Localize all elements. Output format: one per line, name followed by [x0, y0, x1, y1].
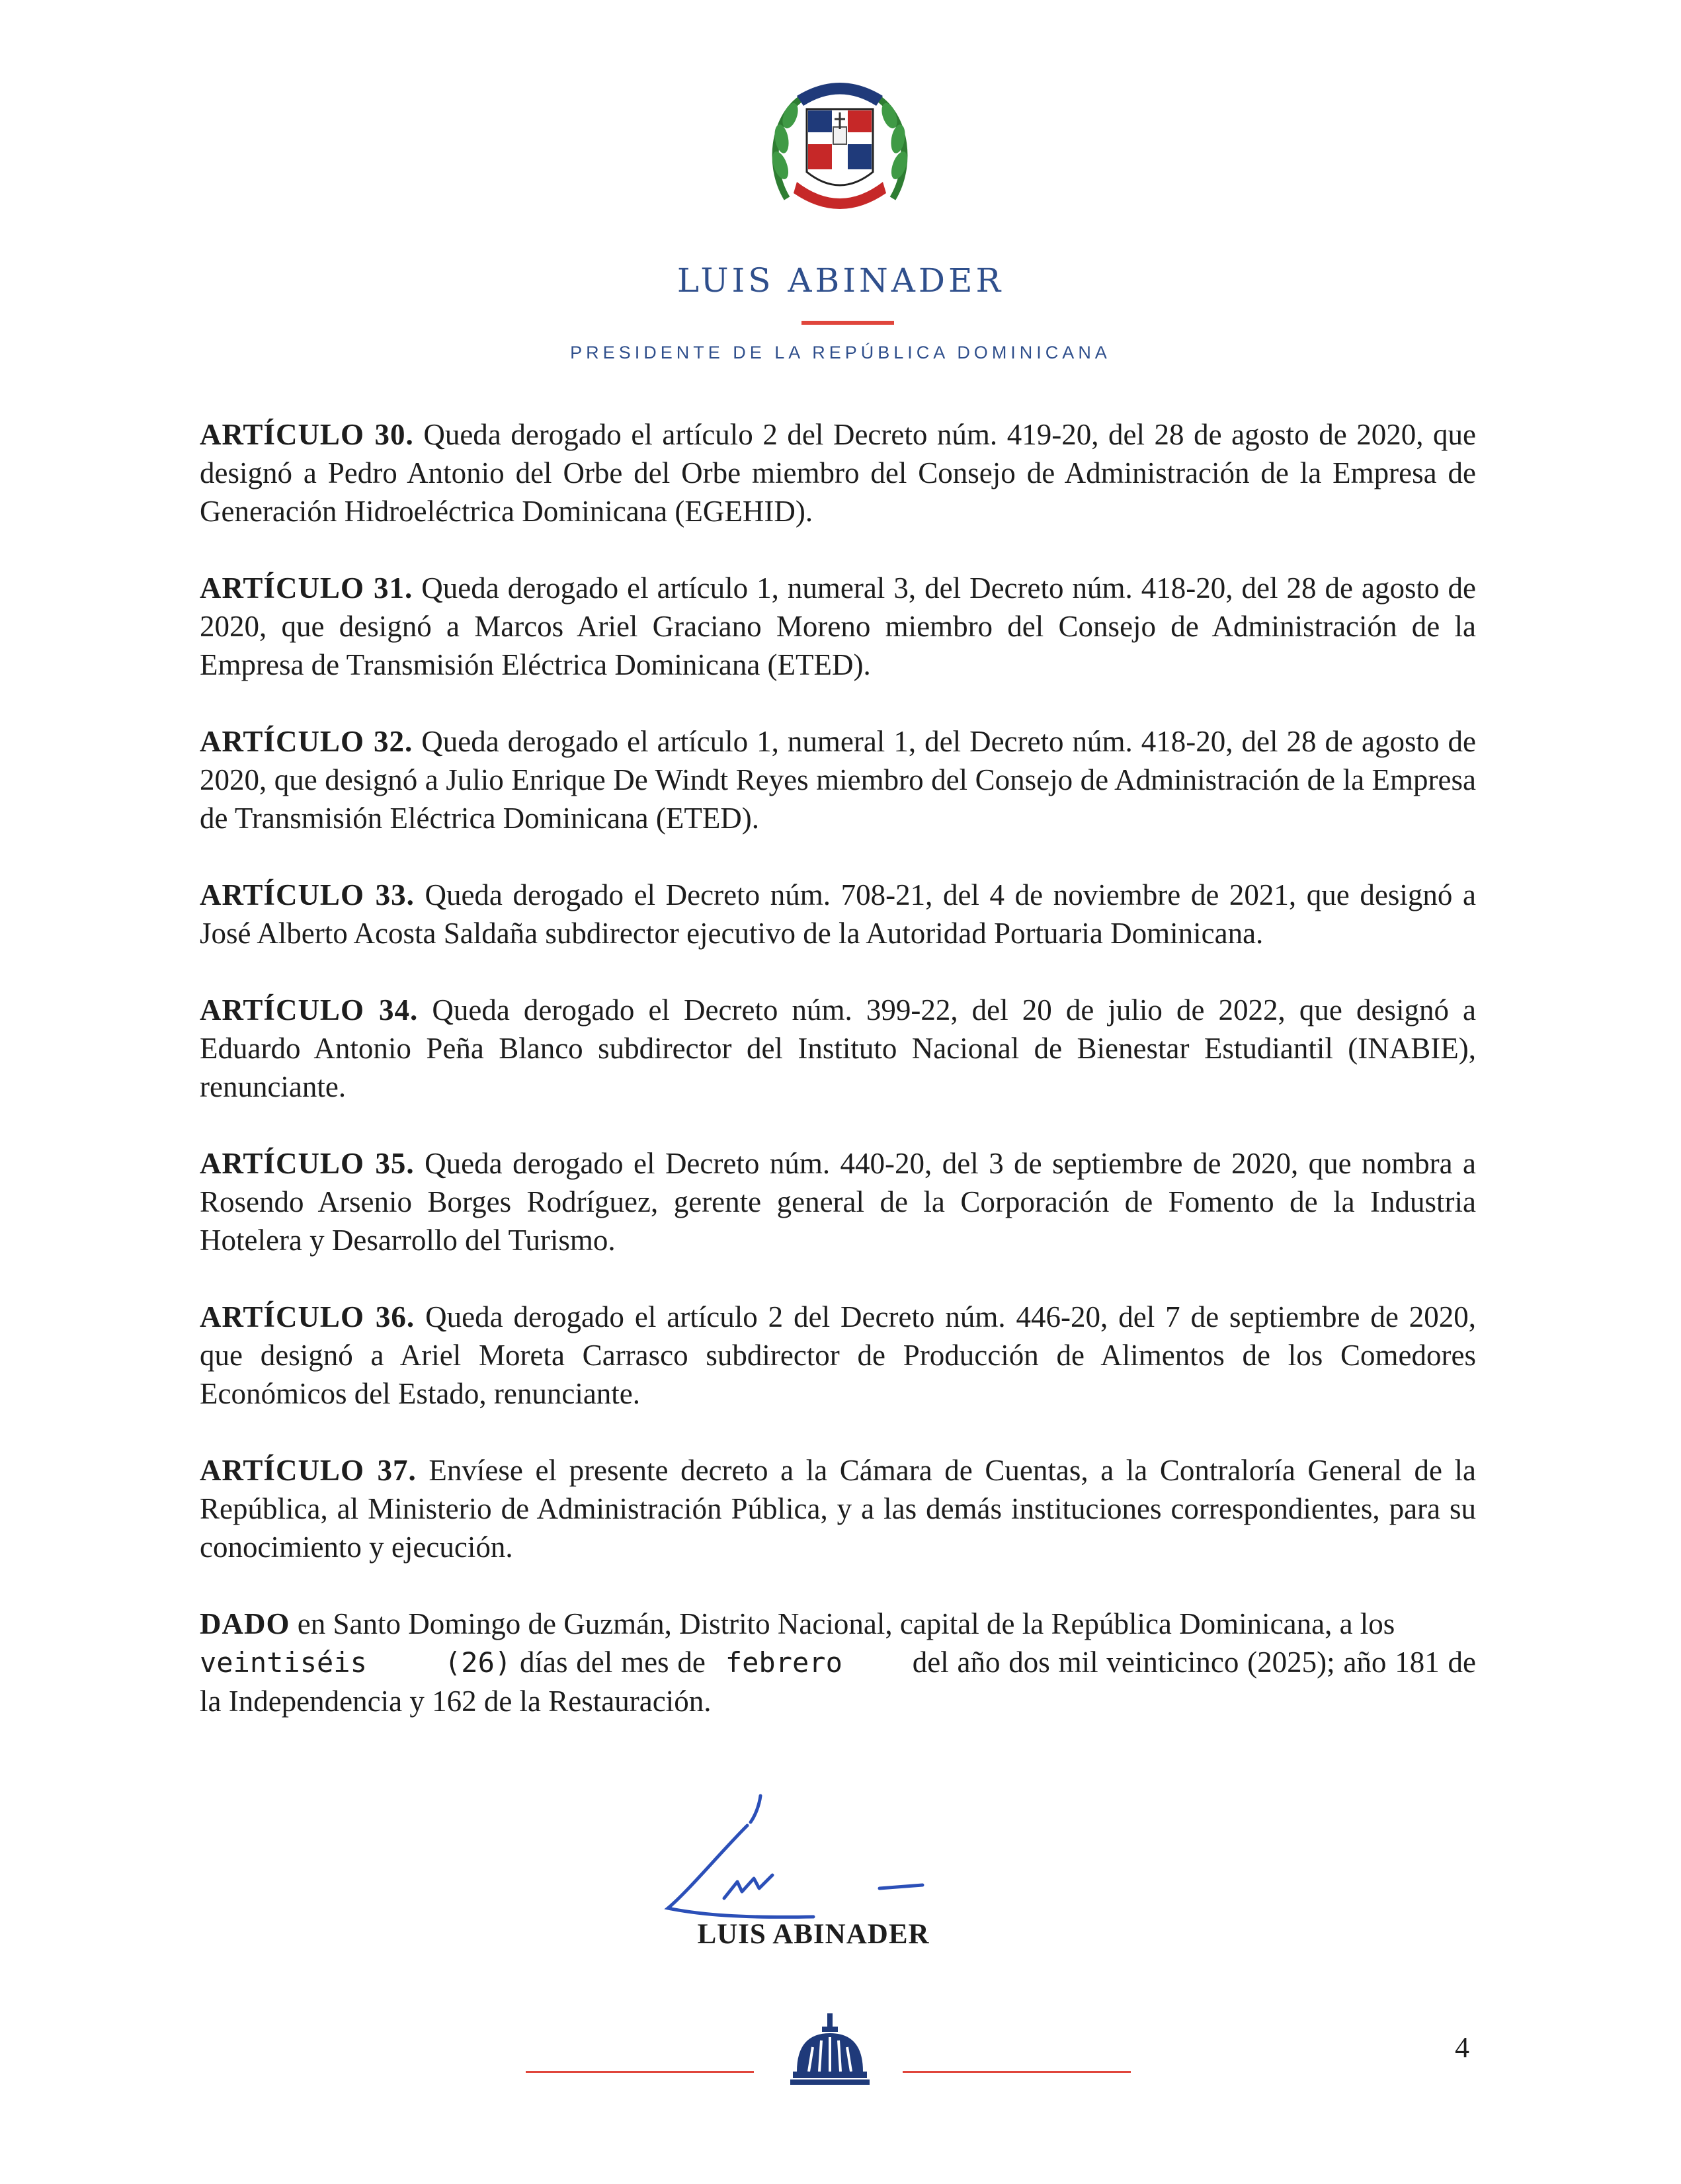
article-text: Queda derogado el artículo 1, numeral 1, del Decreto núm. 418-20, del 28 de agosto de 2020, que designó a Julio Enrique De Windt Reyes miembro del Consejo de Administración de la Empresa de Transmisión Eléctrica Dominicana (ETED).	[200, 725, 1477, 835]
header-divider	[801, 321, 894, 325]
article-text: Queda derogado el Decreto núm. 399-22, del 20 de julio de 2022, que designó a Eduardo Antonio Peña Blanco subdirector del Instituto Nacional de Bienestar Estudiantil (INABIE), renunciante.	[200, 993, 1477, 1103]
day-number-fill: (26)	[444, 1646, 512, 1679]
decree-body	[200, 415, 1476, 1759]
signer-name: LUIS ABINADER	[697, 1919, 930, 1950]
footer-line-right	[903, 2071, 1131, 2073]
article-label: ARTÍCULO 34.	[200, 993, 419, 1027]
palacio-dome-icon	[784, 2011, 876, 2090]
article-text: Queda derogado el artículo 1, numeral 3, del Decreto núm. 418-20, del 28 de agosto de 2020, que designó a Marcos Ariel Graciano Moreno miembro del Consejo de Administración de la Empresa de Transmisión Eléctrica Dominicana (ETED).	[200, 571, 1477, 681]
president-name-header: LUIS ABINADER	[676, 261, 1004, 300]
month-fill: febrero	[725, 1646, 842, 1679]
article-35	[200, 1144, 1476, 1259]
closing-paragraph	[200, 1605, 1476, 1720]
article-text: Queda derogado el Decreto núm. 440-20, del 3 de septiembre de 2020, que nombra a Rosendo Arsenio Borges Rodríguez, gerente general de la Corporación de Fomento de la Industria Hotelera y Desarrollo del Turismo.	[200, 1147, 1477, 1257]
article-label: ARTÍCULO 32.	[200, 725, 413, 758]
article-30	[200, 415, 1476, 530]
article-33	[200, 876, 1476, 952]
page-number: 4	[1455, 2031, 1469, 2064]
article-label: ARTÍCULO 35.	[200, 1147, 415, 1180]
closing-text-3: del año dos mil veinticinco (2025); año 181 de la Independencia y 162 de la Restauración.	[200, 1646, 1477, 1718]
article-37	[200, 1451, 1476, 1566]
day-word-fill: veintiséis	[200, 1646, 367, 1679]
article-text: Queda derogado el Decreto núm. 708-21, del 4 de noviembre de 2021, que designó a José Alberto Acosta Saldaña subdirector ejecutivo de la Autoridad Portuaria Dominicana.	[200, 878, 1476, 950]
article-34	[200, 991, 1476, 1106]
article-label: ARTÍCULO 36.	[200, 1300, 415, 1333]
article-31	[200, 569, 1476, 684]
article-label: ARTÍCULO 31.	[200, 571, 413, 605]
article-label: ARTÍCULO 30.	[200, 418, 414, 451]
footer-line-left	[526, 2071, 754, 2073]
president-title-header: PRESIDENTE DE LA REPÚBLICA DOMINICANA	[570, 343, 1111, 362]
article-label: ARTÍCULO 33.	[200, 878, 415, 911]
article-36	[200, 1298, 1476, 1413]
article-text: Queda derogado el artículo 2 del Decreto núm. 446-20, del 7 de septiembre de 2020, que designó a Ariel Moreta Carrasco subdirector de Producción de Alimentos de los Comedores Económicos del Estado, renunciante.	[200, 1300, 1477, 1410]
closing-text-1: en Santo Domingo de Guzmán, Distrito Nacional, capital de la República Dominicana, a los	[297, 1607, 1395, 1640]
article-32	[200, 722, 1476, 837]
article-text: Envíese el presente decreto a la Cámara de Cuentas, a la Contraloría General de la República, al Ministerio de Administración Pública, y a las demás instituciones correspondientes, para su conocimiento y ejecución.	[200, 1454, 1477, 1564]
article-label: ARTÍCULO 37.	[200, 1454, 417, 1487]
closing-label: DADO	[200, 1607, 290, 1640]
closing-text-2: días del mes de	[519, 1646, 706, 1679]
coat-of-arms-icon	[760, 66, 919, 225]
article-text: Queda derogado el artículo 2 del Decreto núm. 419-20, del 28 de agosto de 2020, que designó a Pedro Antonio del Orbe del Orbe miembro del Consejo de Administración de la Empresa de Generación Hidroeléctrica Dominicana (EGEHID).	[200, 418, 1477, 528]
